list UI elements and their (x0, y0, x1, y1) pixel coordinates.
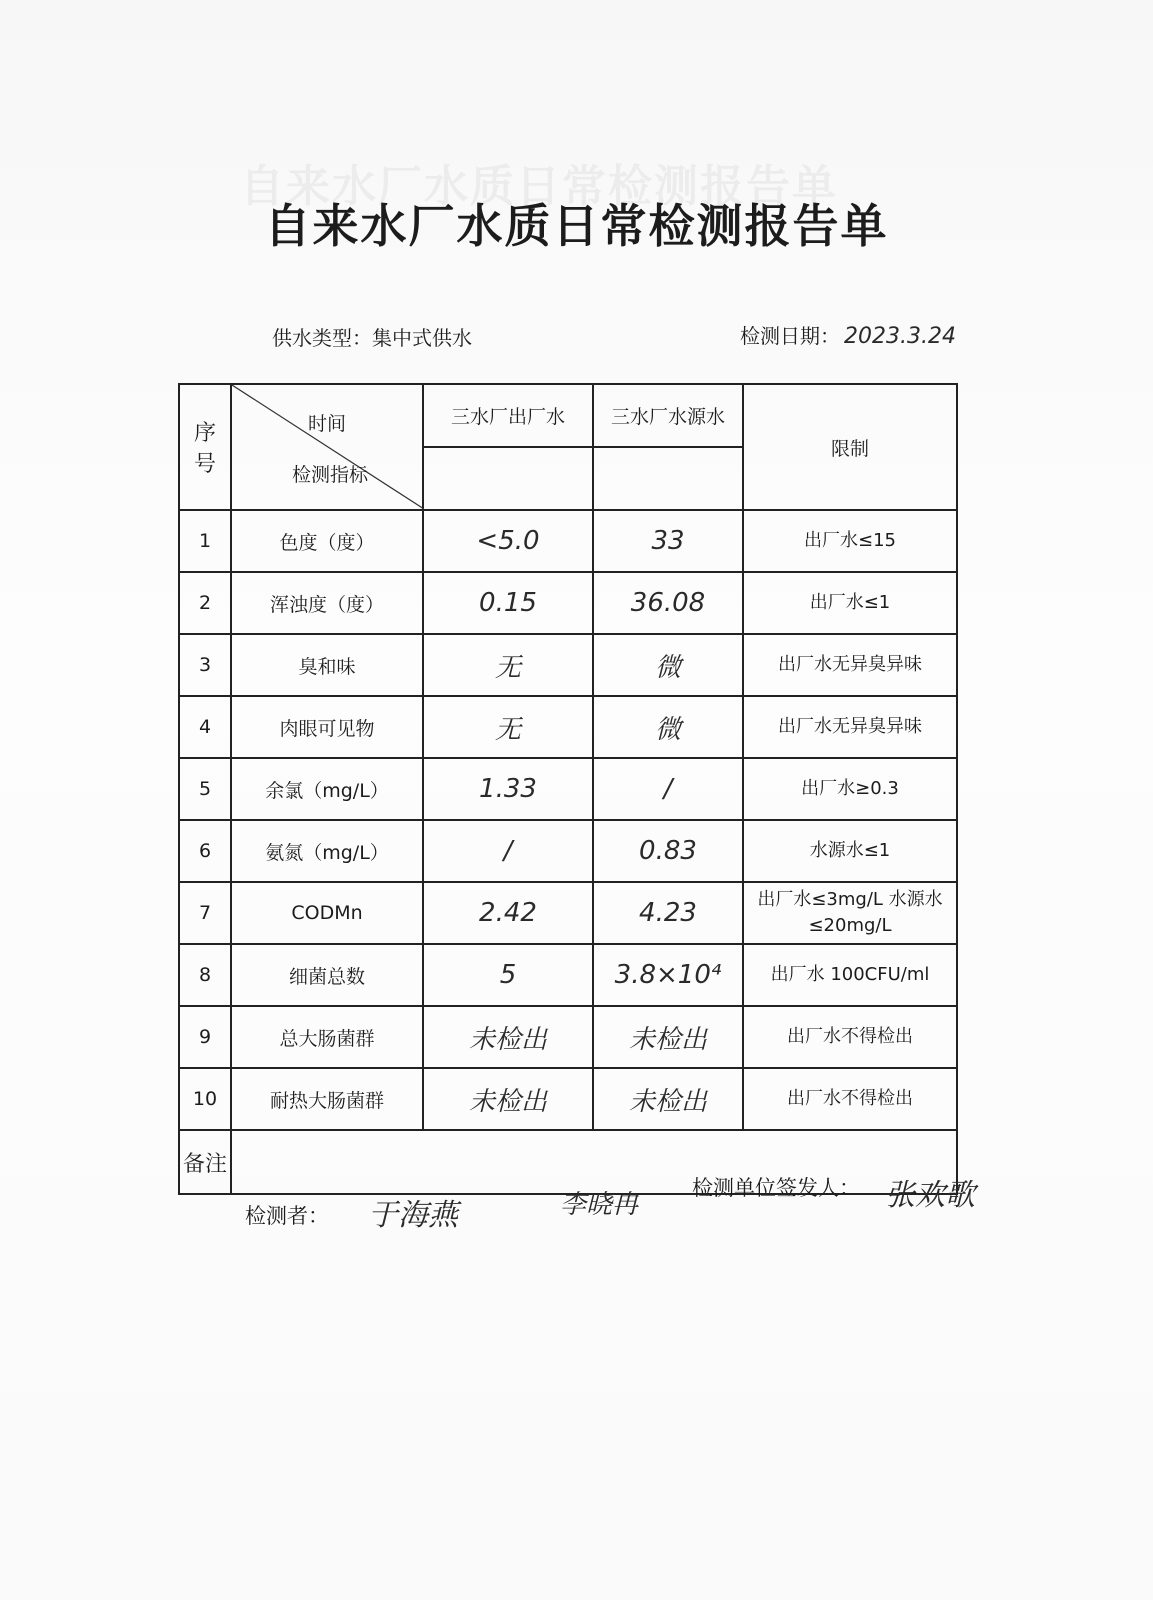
test-date (740, 320, 956, 349)
row-source-value: 0.83 (593, 820, 743, 882)
row-source-value: 4.23 (593, 882, 743, 944)
row-seq: 4 (179, 696, 231, 758)
row-limit: 出厂水≤15 (743, 510, 957, 572)
page-title: 自来水厂水质日常检测报告单 (264, 199, 889, 253)
row-seq: 7 (179, 882, 231, 944)
col-outflow-header: 三水厂出厂水 (423, 384, 593, 447)
row-indicator: 肉眼可见物 (231, 696, 423, 758)
table-row (179, 944, 957, 1006)
results-table (178, 383, 958, 1195)
tester-signature-1: 于海燕 (368, 1198, 458, 1233)
row-outflow-value: 未检出 (423, 1006, 593, 1068)
tester-signature-2: 李晓冉 (560, 1190, 639, 1220)
row-source-value: 33 (593, 510, 743, 572)
row-indicator: CODMn (231, 882, 423, 944)
row-source-value: 3.8×10⁴ (593, 944, 743, 1006)
indicator-header: 检测指标 (292, 464, 369, 486)
table-row (179, 758, 957, 820)
row-indicator: 氨氮（mg/L） (231, 820, 423, 882)
table-row (179, 572, 957, 634)
row-indicator: 臭和味 (231, 634, 423, 696)
row-outflow-value: 5 (423, 944, 593, 1006)
row-seq: 2 (179, 572, 231, 634)
test-date-label: 检测日期： (740, 324, 840, 348)
row-outflow-value: 0.15 (423, 572, 593, 634)
row-outflow-value: 1.33 (423, 758, 593, 820)
diagonal-header-cell (231, 384, 423, 510)
row-seq: 8 (179, 944, 231, 1006)
remarks-label: 备注 (179, 1130, 231, 1194)
col-outflow-subcell (423, 447, 593, 510)
row-indicator: 总大肠菌群 (231, 1006, 423, 1068)
row-source-value: 微 (593, 696, 743, 758)
row-outflow-value: 无 (423, 696, 593, 758)
row-source-value: 未检出 (593, 1006, 743, 1068)
seq-header: 序号 (179, 384, 231, 510)
bleed-through-watermark: 自来水厂水质日常检测报告单 (240, 161, 838, 212)
row-outflow-value: / (423, 820, 593, 882)
issuer-signature: 张欢歌 (885, 1178, 975, 1213)
row-limit: 出厂水≤3mg/L 水源水≤20mg/L (743, 882, 957, 944)
row-outflow-value: 未检出 (423, 1068, 593, 1130)
row-seq: 3 (179, 634, 231, 696)
row-limit: 出厂水无异臭异味 (743, 696, 957, 758)
supply-type: 供水类型：集中式供水 (272, 326, 472, 350)
time-header: 时间 (308, 413, 347, 435)
table-row (179, 820, 957, 882)
table-row (179, 510, 957, 572)
row-outflow-value: 无 (423, 634, 593, 696)
row-source-value: 微 (593, 634, 743, 696)
row-indicator: 色度（度） (231, 510, 423, 572)
row-seq: 9 (179, 1006, 231, 1068)
row-indicator: 耐热大肠菌群 (231, 1068, 423, 1130)
table-row (179, 1068, 957, 1130)
row-indicator: 余氯（mg/L） (231, 758, 423, 820)
row-source-value: / (593, 758, 743, 820)
row-source-value: 36.08 (593, 572, 743, 634)
row-limit: 水源水≤1 (743, 820, 957, 882)
row-seq: 10 (179, 1068, 231, 1130)
row-limit: 出厂水不得检出 (743, 1068, 957, 1130)
tester-label: 检测者： (245, 1204, 329, 1228)
diagonal-line (232, 385, 424, 509)
col-source-header: 三水厂水源水 (593, 384, 743, 447)
row-outflow-value: <5.0 (423, 510, 593, 572)
row-limit: 出厂水 100CFU/ml (743, 944, 957, 1006)
row-limit: 出厂水≤1 (743, 572, 957, 634)
row-limit: 出厂水不得检出 (743, 1006, 957, 1068)
row-limit: 出厂水≥0.3 (743, 758, 957, 820)
row-source-value: 未检出 (593, 1068, 743, 1130)
row-seq: 5 (179, 758, 231, 820)
table-row (179, 696, 957, 758)
row-seq: 6 (179, 820, 231, 882)
row-indicator: 细菌总数 (231, 944, 423, 1006)
row-seq: 1 (179, 510, 231, 572)
row-limit: 出厂水无异臭异味 (743, 634, 957, 696)
col-source-subcell (593, 447, 743, 510)
row-indicator: 浑浊度（度） (231, 572, 423, 634)
table-row (179, 882, 957, 944)
test-date-value: 2023.3.24 (844, 324, 956, 349)
limit-header: 限制 (743, 384, 957, 510)
row-outflow-value: 2.42 (423, 882, 593, 944)
table-row (179, 634, 957, 696)
table-row (179, 1006, 957, 1068)
issuer-label: 检测单位签发人： (692, 1176, 860, 1200)
